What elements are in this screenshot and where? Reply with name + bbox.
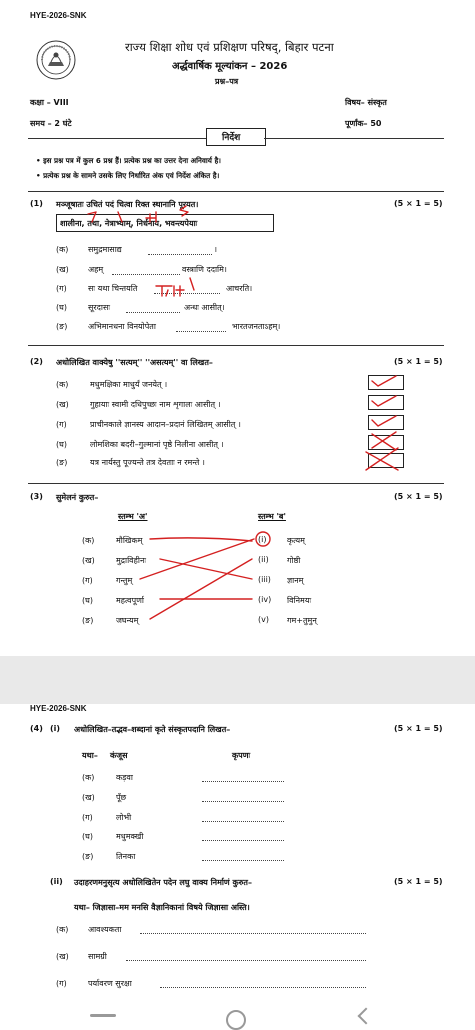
q1-item-after-1: । <box>214 245 218 254</box>
marks-label: पूर्णांक– 50 <box>345 119 382 128</box>
q4-item-label-5: (ङ) <box>82 852 94 861</box>
q4ii-item-label-2: (ख) <box>56 952 69 961</box>
instruction-text-2: प्रत्येक प्रश्न के सामने उसके लिए निर्धारित अंक एवं निर्देश अंकित है। <box>43 171 220 180</box>
q2-marks: (5 × 1 = 5) <box>394 357 443 366</box>
q1-item-after-4: अन्धः आसीत्। <box>184 303 225 312</box>
q4ii-blank-1[interactable] <box>140 933 366 934</box>
q1-item-label-4: (घ) <box>56 303 67 312</box>
q3-b-text-3: ज्ञानम् <box>287 576 304 585</box>
q4-marks: (5 × 1 = 5) <box>394 724 443 733</box>
q4-item-text-4: मधुमक्खी <box>116 832 144 841</box>
q3-a-label-2: (ख) <box>82 556 95 565</box>
red-cross-q2-4 <box>372 432 396 450</box>
q4-item-label-2: (ख) <box>82 793 95 802</box>
q3-a-label-5: (ङ) <box>82 616 94 625</box>
red-answer-q1-g <box>156 278 194 296</box>
red-cross-q2-5 <box>366 448 398 470</box>
q4ii-part: (ii) <box>50 877 63 886</box>
exam-title: अर्द्धवार्षिक मूल्यांकन – 2026 <box>172 61 288 72</box>
q4-item-text-5: तिनका <box>116 852 136 861</box>
red-line-q3-3 <box>140 539 254 579</box>
q3-number: (3) <box>30 492 43 501</box>
q3-b-label-1: (i) <box>258 535 267 544</box>
q2-item-text-2: गुहायाः स्वामी दधिपुच्छः नाम शृगालः आसीत् । <box>90 400 221 409</box>
q3-b-text-2: गोष्ठी <box>287 556 301 565</box>
red-line-q3-1 <box>150 538 252 541</box>
red-mark-q1-3 <box>118 212 122 222</box>
q2-item-label-1: (क) <box>56 380 69 389</box>
q4ii-blank-2[interactable] <box>126 960 366 961</box>
q3-title: सुमेलनं कुरुत– <box>56 493 99 502</box>
q4ii-example: यथा– जिज्ञासा–मम मनसि वैज्ञानिकानां विषये जिज्ञासा अस्ति। <box>74 903 250 912</box>
q3-b-text-5: गम+तुमुन् <box>287 616 317 625</box>
q3-a-text-2: मुद्राविहीनः <box>116 556 146 565</box>
red-check-q2-2 <box>372 396 396 406</box>
q1-item-before-1: समुद्रमासाद्य <box>88 245 122 254</box>
q4-blank-3[interactable] <box>202 821 284 822</box>
q1-item-before-4: सूरदासः <box>88 303 111 312</box>
q3-b-label-4: (iv) <box>258 595 272 604</box>
q4ii-item-text-3: पर्यावरण सुरक्षा <box>88 979 132 988</box>
page2-paper-code: HYE-2026-SNK <box>30 704 87 713</box>
q3-column-a-title: स्तम्भ 'अ' <box>118 512 148 521</box>
time-label: समय – 2 घंटे <box>30 119 72 128</box>
q1-item-after-3: आचरति। <box>226 284 253 293</box>
q2-item-text-3: प्राचीनकाले ज्ञानस्य आदान–प्रदानं लिखितम् आसीत् । <box>90 420 241 429</box>
q3-a-text-3: गन्तुम् <box>116 576 133 585</box>
q3-a-text-4: महत्वपूर्णा <box>116 596 144 605</box>
page-gap <box>0 656 475 704</box>
q4-part-i: (i) <box>50 724 61 733</box>
q4-blank-1[interactable] <box>202 781 284 782</box>
q1-item-before-3: सः यथा चिन्तयति <box>88 284 138 293</box>
red-check-q2-1 <box>372 376 396 386</box>
q3-b-label-5: (v) <box>258 615 269 624</box>
q1-item-label-2: (ख) <box>56 265 69 274</box>
q1-item-after-2: वस्त्राणि ददामि। <box>182 265 227 274</box>
q3-b-text-1: कृत्यम् <box>287 536 305 545</box>
q4-number: (4) <box>30 724 43 733</box>
q4-blank-2[interactable] <box>202 801 284 802</box>
red-mark-q1-4 <box>146 212 156 222</box>
q2-item-label-4: (घ) <box>56 440 67 449</box>
instruction-bullet-1: • इस प्रश्न पत्र में कुल 6 प्रश्न हैं। प्रत्येक प्रश्न का उत्तर देना अनिवार्य है। <box>36 156 221 165</box>
q4-title: अधोलिखित–तद्भव–शब्दानां कृते संस्कृतपदानि लिखत– <box>74 725 231 734</box>
q4-item-text-3: लोभी <box>116 813 132 822</box>
instruction-text-1: इस प्रश्न पत्र में कुल 6 प्रश्न हैं। प्रत्येक प्रश्न का उत्तर देना अनिवार्य है। <box>43 156 221 165</box>
q3-a-label-4: (घ) <box>82 596 93 605</box>
q3-a-text-1: मौखिकम् <box>116 536 143 545</box>
q4-item-text-2: पूँछ <box>116 793 127 802</box>
q4ii-title: उदाहरणमनुसृत्य अधोलिखितेन पदेन लघु वाक्य निर्माणं कुरुत– <box>74 878 252 887</box>
q4ii-item-label-1: (क) <box>56 925 69 934</box>
q2-title: अधोलिखित वाक्येषु ''सत्यम्'' ''असत्यम्'' वा लिखत– <box>56 358 213 367</box>
q4-example-label: यथा– <box>82 751 98 760</box>
q1-marks: (5 × 1 = 5) <box>394 199 443 208</box>
q3-marks: (5 × 1 = 5) <box>394 492 443 501</box>
q1-item-before-5: अभिमानधना विनयोपेता <box>88 322 156 331</box>
q3-b-label-3: (iii) <box>258 575 271 584</box>
q1-item-before-2: अहम् <box>88 265 104 274</box>
q3-b-text-4: विनिमयः <box>287 596 312 605</box>
red-check-q2-3 <box>372 416 396 426</box>
instruction-bullet-2: • प्रत्येक प्रश्न के सामने उसके लिए निर्धारित अंक एवं निर्देश अंकित है। <box>36 171 220 180</box>
q2-item-label-3: (ग) <box>56 420 67 429</box>
q2-item-label-5: (ङ) <box>56 458 68 467</box>
q2-item-text-1: मधुमक्षिका माधुर्यं जनयेत् । <box>90 380 168 389</box>
nav-back-icon[interactable] <box>358 1008 375 1025</box>
q4-item-label-1: (क) <box>82 773 95 782</box>
q3-a-text-5: जघन्यम् <box>116 616 139 625</box>
q4-blank-4[interactable] <box>202 840 284 841</box>
red-line-q3-2 <box>160 559 252 579</box>
q4-item-text-1: कड़वा <box>116 773 133 782</box>
paper-label: प्रश्न–पत्र <box>215 77 239 86</box>
red-mark-q1-5 <box>180 206 188 216</box>
q3-column-b-title: स्तम्भ 'ब' <box>258 512 286 521</box>
q2-item-text-4: लोमशिका बदरी–गुल्मानां पृष्ठे निलीना आसीत् । <box>90 440 224 449</box>
red-mark-q1-2 <box>88 212 96 222</box>
nav-home-icon[interactable] <box>226 1010 246 1030</box>
q3-a-label-3: (ग) <box>82 576 93 585</box>
q3-b-label-2: (ii) <box>258 555 269 564</box>
q1-item-after-5: भारतजनताऽहम्। <box>232 322 281 331</box>
q4ii-item-text-2: सामग्री <box>88 952 107 961</box>
red-circle-q3-i <box>256 532 270 546</box>
q4ii-item-text-1: आवश्यकता <box>88 925 122 934</box>
q2-number: (2) <box>30 357 43 366</box>
q2-item-text-5: यत्र नार्यस्तु पूज्यन्ते तत्र देवताः न रमन्ते । <box>90 458 205 467</box>
q1-word-list: शालीना, तथा, नेत्राभ्याम्, निर्धनाय, भवन्त्यपेयाः <box>60 219 198 228</box>
q1-title: मञ्जूषातः उचितं पदं चित्वा रिक्त स्थानानि पूरयत। <box>56 200 199 209</box>
q4ii-item-label-3: (ग) <box>56 979 67 988</box>
q1-number: (1) <box>30 199 43 208</box>
q4-item-label-4: (घ) <box>82 832 93 841</box>
q1-item-label-5: (ङ) <box>56 322 68 331</box>
instructions-title: निर्देश <box>222 133 241 143</box>
q4-example-answer: कृपणः <box>232 751 251 760</box>
class-label: कक्षा – VIII <box>30 98 69 107</box>
paper-code: HYE-2026-SNK <box>30 11 87 20</box>
q4-example-word: कंजूस <box>110 751 128 760</box>
q2-item-label-2: (ख) <box>56 400 69 409</box>
nav-menu-icon[interactable] <box>90 1014 116 1017</box>
q4ii-blank-3[interactable] <box>160 987 366 988</box>
q3-a-label-1: (क) <box>82 536 95 545</box>
q4ii-marks: (5 × 1 = 5) <box>394 877 443 886</box>
q1-item-label-3: (ग) <box>56 284 67 293</box>
q1-item-label-1: (क) <box>56 245 69 254</box>
q4-blank-5[interactable] <box>202 860 284 861</box>
q4-item-label-3: (ग) <box>82 813 93 822</box>
subject-label: विषय– संस्कृत <box>345 98 387 107</box>
page-2 <box>0 704 475 1024</box>
council-title: राज्य शिक्षा शोध एवं प्रशिक्षण परिषद्, बिहार पटना <box>125 40 334 54</box>
